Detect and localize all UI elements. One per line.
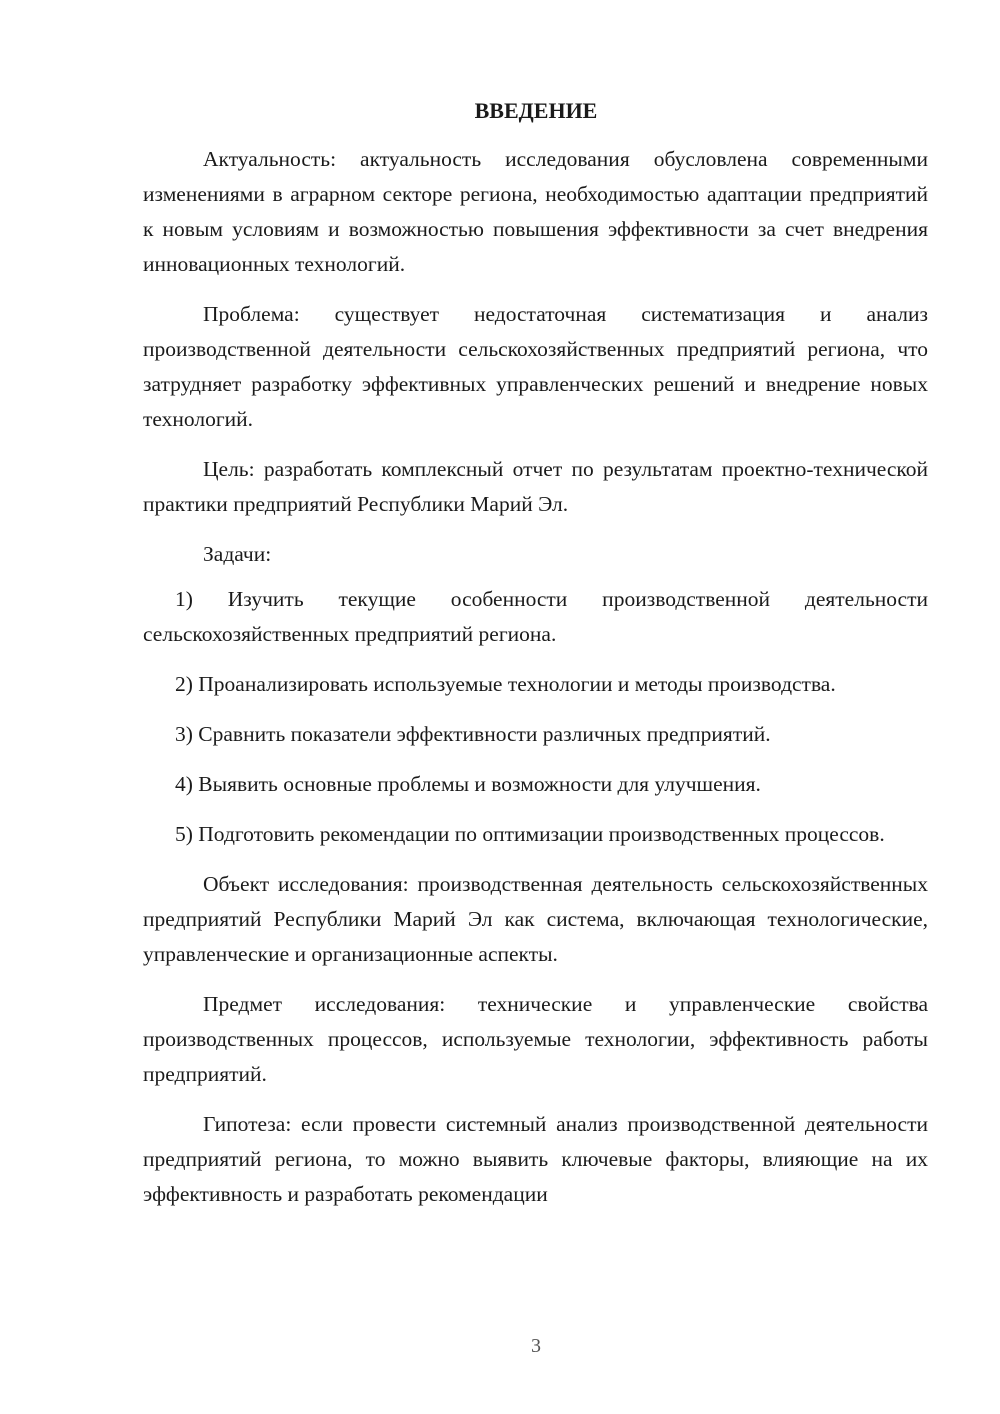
paragraph-problem: Проблема: существует недостаточная систематизация и анализ производственной деятельности сельскохозяйственных предприятий региона, что затрудняет разработку эффективных управленческих решений и внедрение новых технологий. <box>143 302 928 431</box>
task-item-4: 4) Выявить основные проблемы и возможности для улучшения. <box>175 772 761 796</box>
task-item-1: 1) Изучить текущие особенности производственной деятельности сельскохозяйственных предприятий региона. <box>143 587 928 646</box>
task-item-3: 3) Сравнить показатели эффективности различных предприятий. <box>175 722 771 746</box>
task-item-5: 5) Подготовить рекомендации по оптимизации производственных процессов. <box>175 822 885 846</box>
paragraph-subject: Предмет исследования: технические и управленческие свойства производственных процессов, используемые технологии, эффективность работы предприятий. <box>143 992 928 1086</box>
paragraph-tasks-heading: Задачи: <box>203 542 272 566</box>
document-body <box>143 142 928 1227</box>
paragraph-object: Объект исследования: производственная деятельность сельскохозяйственных предприятий Республики Марий Эл как система, включающая технологические, управленческие и организационные аспекты. <box>143 872 928 966</box>
paragraph-goal: Цель: разработать комплексный отчет по результатам проектно-технической практики предприятий Республики Марий Эл. <box>143 457 928 516</box>
page-title: ВВЕДЕНИЕ <box>474 98 598 123</box>
paragraph-relevance: Актуальность: актуальность исследования обусловлена современными изменениями в аграрном секторе региона, необходимостью адаптации предприятий к новым условиям и возможностью повышения эффективности за счет внедрения инновационных технологий. <box>143 147 928 276</box>
task-item-2: 2) Проанализировать используемые технологии и методы производства. <box>175 672 836 696</box>
page-number: 3 <box>531 1335 541 1357</box>
paragraph-hypothesis: Гипотеза: если провести системный анализ производственной деятельности предприятий региона, то можно выявить ключевые факторы, влияющие на их эффективность и разработать рекомендации <box>143 1112 928 1206</box>
